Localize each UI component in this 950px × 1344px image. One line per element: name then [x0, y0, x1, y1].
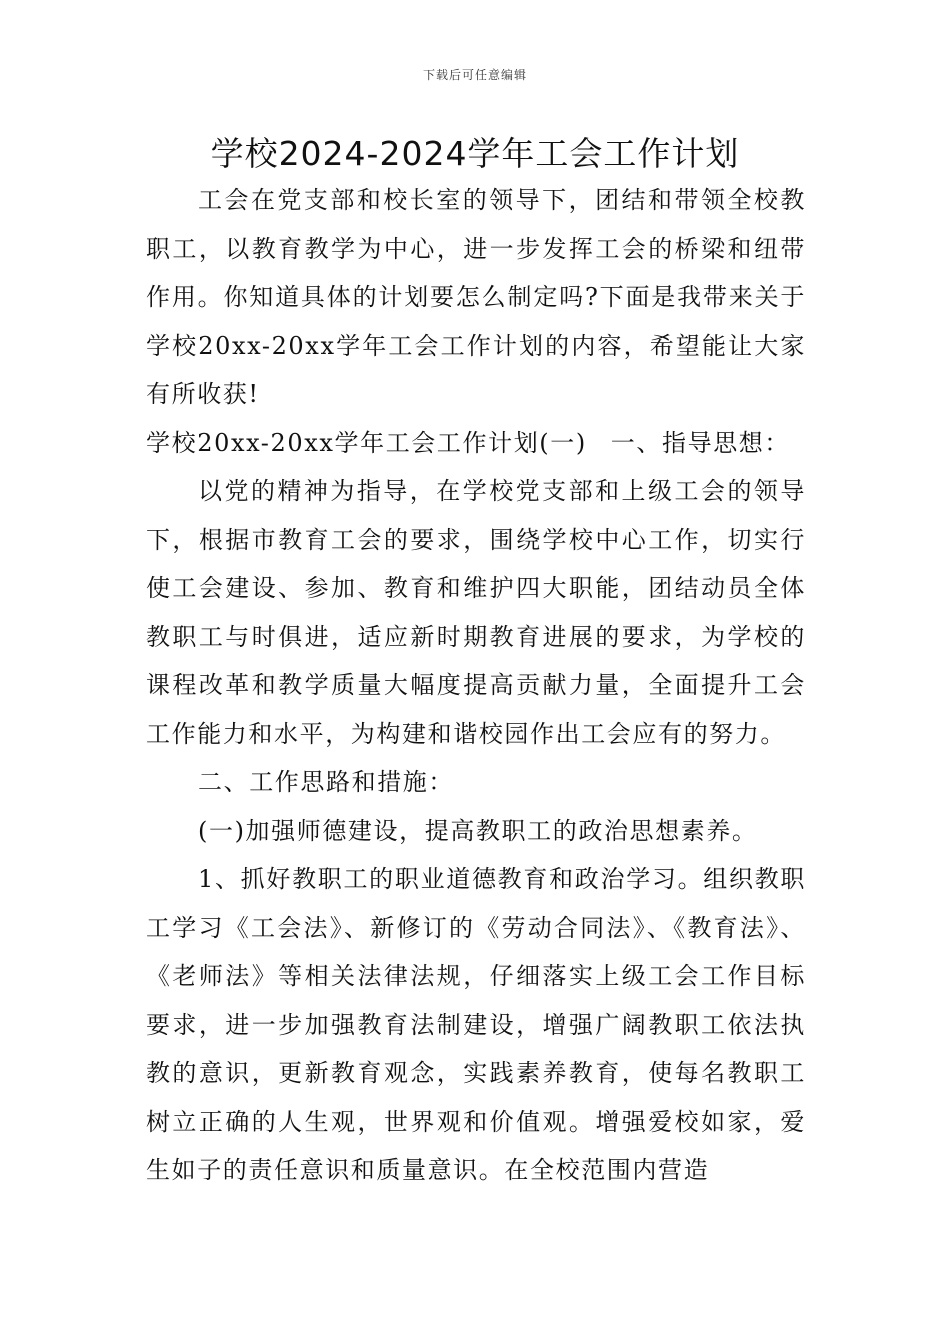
subsection1-heading: (一)加强师德建设，提高教职工的政治思想素养。 — [198, 816, 758, 845]
plan-heading-line — [146, 419, 806, 468]
document-body — [146, 176, 806, 1195]
heading-gap — [587, 419, 611, 468]
section1-paragraph: 以党的精神为指导，在学校党支部和上级工会的领导下，根据市教育工会的要求，围绕学校中心工作，切实行使工会建设、参加、教育和维护四大职能，团结动员全体教职工与时俱进，适应新时期教育进展的要求，为学校的课程改革和教学质量大幅度提高贡献力量，全面提升工会工作能力和水平，为构建和谐校园作出工会应有的努力。 — [146, 477, 806, 748]
intro-paragraph: 工会在党支部和校长室的领导下，团结和带领全校教职工，以教育教学为中心，进一步发挥工会的桥梁和纽带作用。你知道具体的计划要怎么制定吗?下面是我带来关于学校20xx-20xx学年工会工作计划的内容，希望能让大家有所收获! — [146, 186, 806, 408]
item1-paragraph: 1、抓好教职工的职业道德教育和政治学习。组织教职工学习《工会法》、新修订的《劳动合同法》、《教育法》、《老师法》等相关法律法规，仔细落实上级工会工作目标要求，进一步加强教育法制建设，增强广阔教职工依法执教的意识，更新教育观念，实践素养教育，使每名教职工树立正确的人生观，世界观和价值观。增强爱校如家，爱生如子的责任意识和质量意识。在全校范围内营造 — [146, 865, 806, 1184]
section2-heading: 二、工作思路和措施： — [198, 768, 454, 796]
document-title: 学校2024-2024学年工会工作计划 — [210, 134, 740, 173]
plan-heading: 学校20xx-20xx学年工会工作计划(一) — [146, 428, 587, 457]
header-note: 下载后可任意编辑 — [422, 68, 527, 82]
section1-heading: 一、指导思想： — [610, 428, 790, 457]
